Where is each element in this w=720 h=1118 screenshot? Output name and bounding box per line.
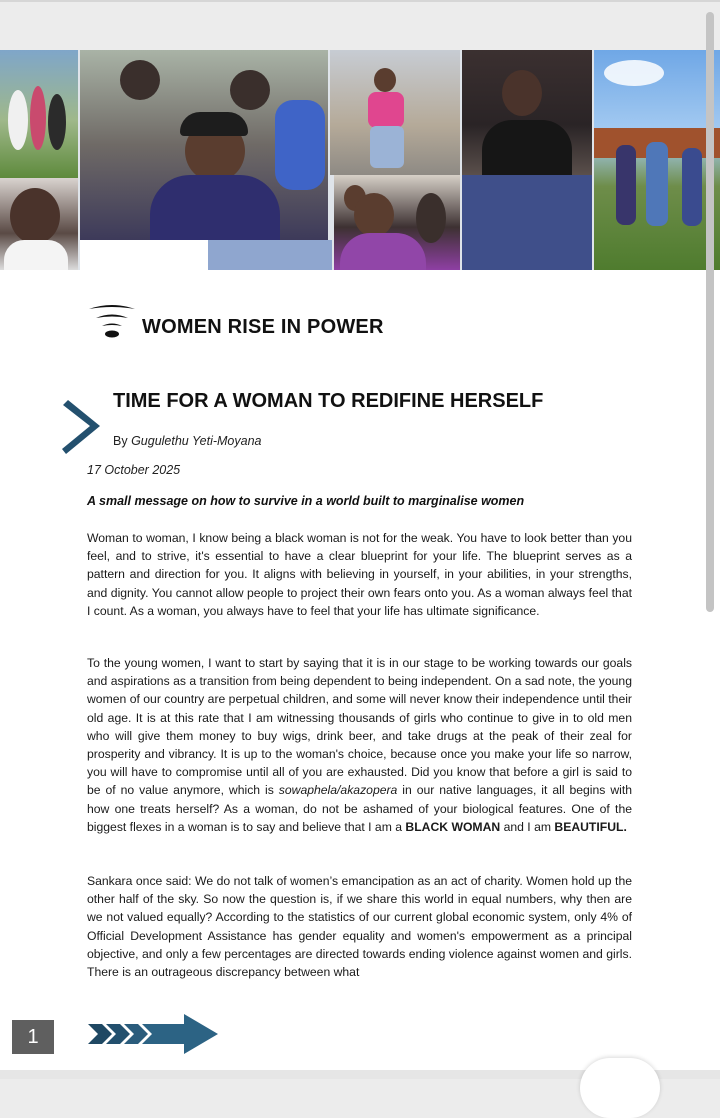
chevron-right-icon — [60, 398, 104, 458]
photo-woman-pink-top — [330, 50, 460, 175]
next-page-arrows-icon[interactable] — [88, 1012, 220, 1056]
author-name: Gugulethu Yeti-Moyana — [131, 434, 262, 448]
paragraph-2-italic-term: sowaphela/akazopera — [278, 783, 398, 798]
floating-action-button[interactable] — [580, 1058, 660, 1118]
photo-woman-in-cap — [80, 50, 328, 240]
article-subtitle: A small message on how to survive in a world built to marginalise women — [87, 494, 525, 508]
article-title: TIME FOR A WOMAN TO REDIFINE HERSELF — [113, 390, 544, 412]
photo-students-campus — [0, 50, 78, 178]
collage-white-block — [80, 240, 208, 270]
scrollbar-thumb[interactable] — [706, 12, 714, 612]
paragraph-2-bold-black-woman: BLACK WOMAN — [405, 819, 501, 834]
stacked-waves-logo-icon — [87, 303, 137, 339]
collage-navy-block — [462, 175, 592, 270]
viewer-toolbar — [0, 0, 720, 50]
paragraph-2-text-a: To the young women, I want to start by saying that it is in our stage to be working towards our goals and aspirations as a transition from being dependent to being independent. On a sad note, the young women of our country are perpetual children, and some will never know their independence until their old age. It is at this rate that I am witnessing thousands of girls who continue to give in to old men who will give them money to buy wigs, drink beer, and take drugs at the peak of their zeal for prosperity and vibrancy. It is up to the woman's choice, because once you make your life so narrow, you will have to compromise until all of you are exhausted. Did you know that before a girl is said to be of no value anymore, which is — [87, 656, 632, 798]
paragraph-2-text-c: and I am — [500, 819, 555, 834]
photo-smiling-woman-glasses — [0, 178, 78, 270]
section-title: WOMEN RISE IN POWER — [142, 316, 384, 338]
photo-students-on-field — [594, 50, 720, 270]
collage-blue-block — [208, 240, 332, 270]
paragraph-1: Woman to woman, I know being a black woman is not for the weak. You have to look better than you feel, and to strive, it's essential to have a clear blueprint for your life. The blueprint serves as a pattern and direction for you. It aligns with believing in yourself, in your abilities, in your strengths, and dignity. You cannot allow people to project their own fears onto you. As a woman always feel that I count. As a woman, you always have to feel that your life has ultimate significance. — [87, 531, 632, 618]
paragraph-2-bold-beautiful: BEAUTIFUL. — [554, 819, 627, 834]
photo-woman-purple-top — [334, 175, 460, 270]
photo-collage — [0, 50, 720, 270]
paragraph-2-text-b: in our native languages, it all begins with how one treats herself? As a woman, do not be ashamed of your biological features. One of the biggest flexes in a woman is to say and believe that I am a — [87, 783, 632, 834]
paragraph-3: Sankara once said: We do not talk of women’s emancipation as an act of charity. Women hold up the other half of the sky. So now the question is, if we share this world in equal numbers, why then are we not valued equally? According to the statistics of our current global economic system, only 4% of Official Development Assistance has gender equality and women's empowerment as a principal objective, and only a few percentages are directed towards ending violence against women and girls. There is an outrageous discrepancy between what — [87, 874, 632, 980]
page-number-badge: 1 — [12, 1020, 54, 1054]
photo-group-of-women — [462, 50, 592, 175]
document-page — [0, 50, 720, 1070]
publication-date: 17 October 2025 — [87, 463, 181, 477]
paragraph-2 — [87, 654, 632, 836]
byline-prefix: By — [113, 434, 128, 448]
byline — [113, 434, 262, 448]
